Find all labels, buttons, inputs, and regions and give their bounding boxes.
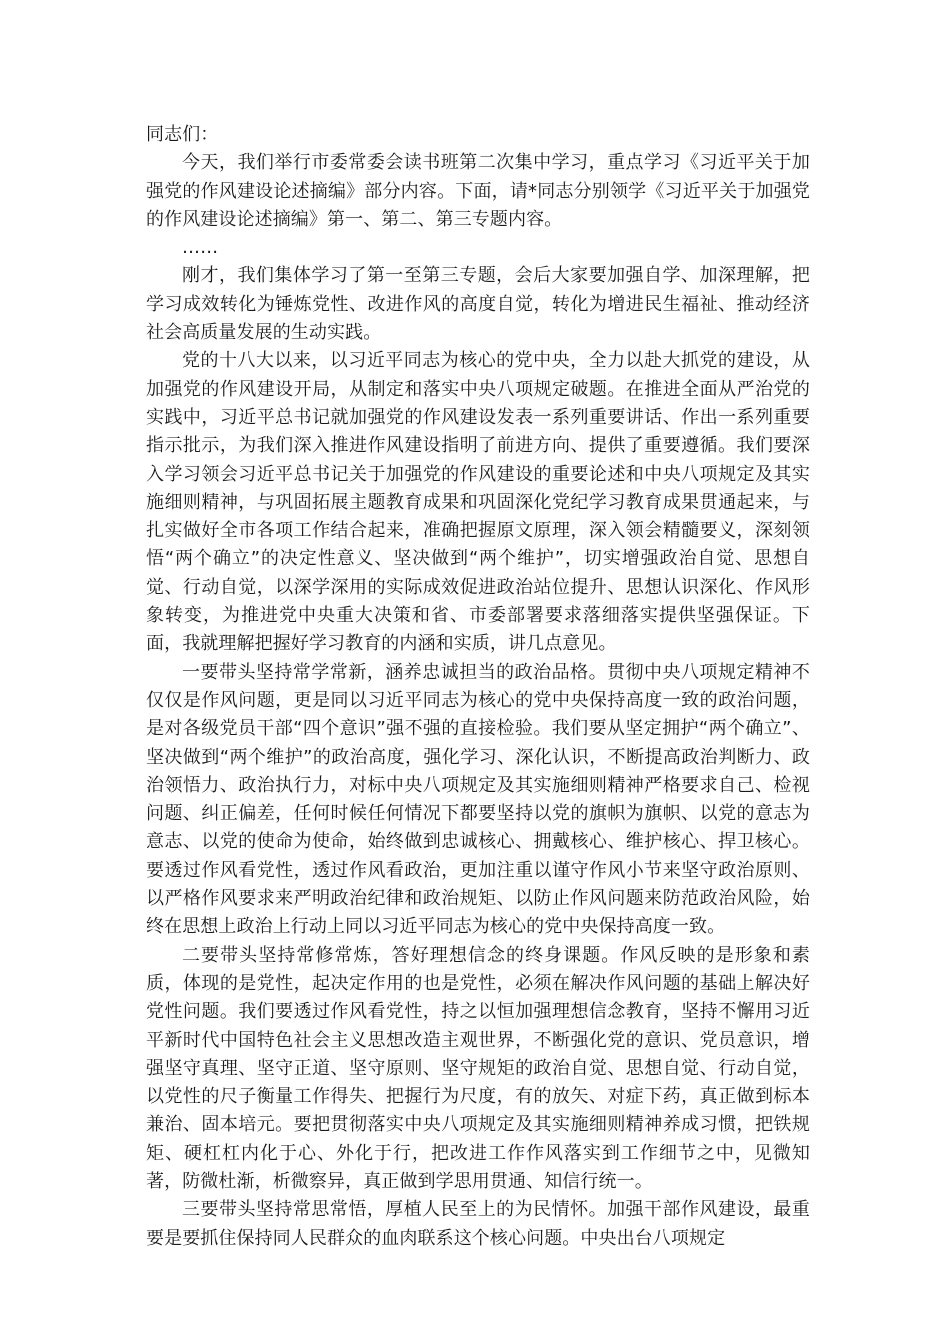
document-body [146, 121, 810, 1253]
paragraph-ellipsis: …… [182, 237, 219, 259]
paragraph-summary: 刚才，我们集体学习了第一至第三专题，会后大家要加强自学、加深理解，把学习成效转化为锤炼党性、改进作风的高度自觉，转化为增进民生福祉、推动经济社会高质量发展的生动实践。 [146, 265, 810, 344]
paragraph-point-three: 三要带头坚持常思常悟，厚植人民至上的为民情怀。加强干部作风建设，最重要是要抓住保持同人民群众的血肉联系这个核心问题。中央出台八项规定 [146, 1199, 810, 1249]
paragraph-point-two: 二要带头坚持常修常炼，答好理想信念的终身课题。作风反映的是形象和素质，体现的是党性，起决定作用的也是党性，必须在解决作风问题的基础上解决好党性问题。我们要透过作风看党性，持之以恒加强理想信念教育，坚持不懈用习近平新时代中国特色社会主义思想改造主观世界，不断强化党的意识、党员意识，增强坚守真理、坚守正道、坚守原则、坚守规矩的政治自觉、思想自觉、行动自觉，以党性的尺子衡量工作得失、把握行为尺度，有的放矢、对症下药，真正做到标本兼治、固本培元。要把贯彻落实中央八项规定及其实施细则精神养成习惯，把铁规矩、硬杠杠内化于心、外化于行，把改进工作作风落实到工作细节之中，见微知著，防微杜渐，析微察异，真正做到学思用贯通、知信行统一。 [146, 944, 810, 1192]
paragraph-point-one: 一要带头坚持常学常新，涵养忠诚担当的政治品格。贯彻中央八项规定精神不仅仅是作风问题，更是同以习近平同志为核心的党中央保持高度一致的政治问题，是对各级党员干部“四个意识”强不强的直接检验。我们要从坚定拥护“两个确立”、坚决做到“两个维护”的政治高度，强化学习、深化认识，不断提高政治判断力、政治领悟力、政治执行力，对标中央八项规定及其实施细则精神严格要求自己、检视问题、纠正偏差，任何时候任何情况下都要坚持以党的旗帜为旗帜、以党的意志为意志、以党的使命为使命，始终做到忠诚核心、拥戴核心、维护核心、捍卫核心。要透过作风看党性，透过作风看政治，更加注重以谨守作风小节来坚守政治原则、以严格作风要求来严明政治纪律和政治规矩、以防止作风问题来防范政治风险，始终在思想上政治上行动上同以习近平同志为核心的党中央保持高度一致。 [146, 661, 810, 938]
salutation: 同志们： [146, 124, 219, 145]
paragraph-background: 党的十八大以来，以习近平同志为核心的党中央，全力以赴大抓党的建设，从加强党的作风建设开局，从制定和落实中央八项规定破题。在推进全面从严治党的实践中，习近平总书记就加强党的作风建设发表一系列重要讲话、作出一系列重要指示批示，为我们深入推进作风建设指明了前进方向、提供了重要遵循。我们要深入学习领会习近平总书记关于加强党的作风建设的重要论述和中央八项规定及其实施细则精神，与巩固拓展主题教育成果和巩固深化党纪学习教育成果贯通起来，与扎实做好全市各项工作结合起来，准确把握原文原理，深入领会精髓要义，深刻领悟“两个确立”的决定性意义、坚决做到“两个维护”，切实增强政治自觉、思想自觉、行动自觉，以深学深用的实际成效促进政治站位提升、思想认识深化、作风形象转变，为推进党中央重大决策和省、市委部署要求落细落实提供坚强保证。下面，我就理解把握好学习教育的内涵和实质，讲几点意见。 [146, 350, 810, 655]
paragraph-opening: 今天，我们举行市委常委会读书班第二次集中学习，重点学习《习近平关于加强党的作风建设论述摘编》部分内容。下面，请*同志分别领学《习近平关于加强党的作风建设论述摘编》第一、第二、第三专题内容。 [146, 152, 810, 230]
